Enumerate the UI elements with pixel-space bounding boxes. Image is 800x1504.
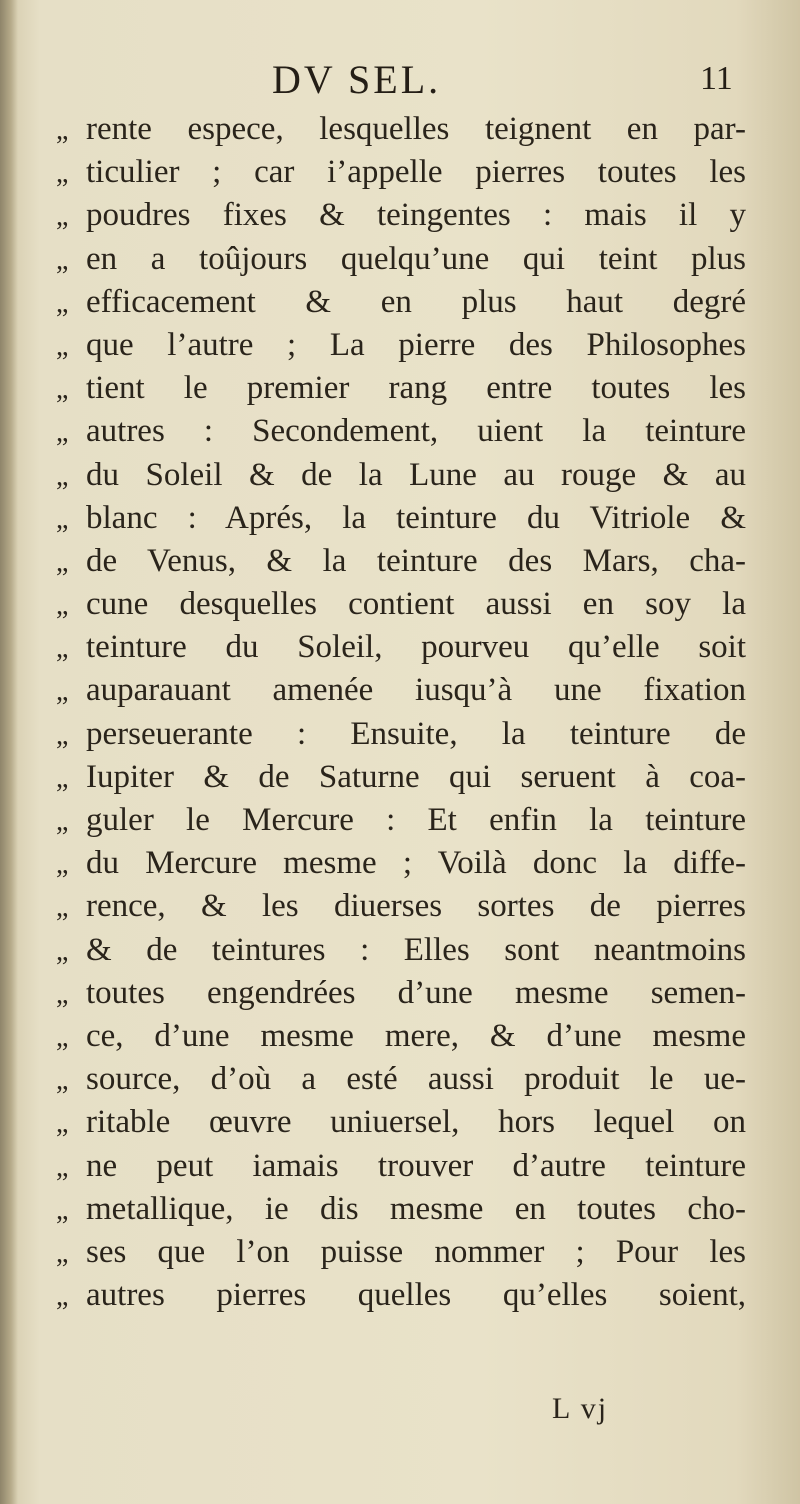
line-text: rence, & les diuerses sortes de pierres	[86, 888, 746, 925]
quotation-mark: „	[56, 762, 69, 794]
line-text: autres : Secondement, uient la teinture	[86, 413, 746, 450]
line-text: ce, d’une mesme mere, & d’une mesme	[86, 1017, 746, 1054]
text-line	[56, 626, 746, 669]
quotation-mark: „	[56, 590, 69, 622]
text-line	[56, 929, 746, 972]
line-text: ritable œuvre uniuersel, hors lequel on	[86, 1104, 746, 1141]
text-line	[56, 238, 746, 281]
text-line	[56, 281, 746, 324]
quotation-mark: „	[56, 287, 69, 319]
quotation-mark: „	[56, 417, 69, 449]
line-text: ses que l’on puisse nommer ; Pour les	[86, 1233, 746, 1270]
quotation-mark: „	[56, 806, 69, 837]
line-text: guler le Mercure : Et enfin la teinture	[86, 802, 746, 838]
quotation-mark: „	[56, 374, 69, 406]
text-line	[56, 108, 746, 151]
text-line	[56, 454, 746, 497]
text-line	[56, 1274, 746, 1317]
text-line	[56, 885, 746, 928]
quotation-mark: „	[56, 1021, 69, 1053]
text-line	[56, 1058, 746, 1101]
quotation-mark: „	[56, 1281, 69, 1313]
text-line	[56, 540, 746, 583]
page-header	[0, 56, 800, 104]
text-line	[56, 972, 746, 1015]
line-text: autres pierres quelles qu’elles soient,	[86, 1277, 746, 1314]
quotation-mark: „	[56, 719, 69, 751]
text-line	[56, 1145, 746, 1188]
body-text	[56, 108, 746, 1317]
line-text: poudres fixes & teingentes : mais il y	[86, 197, 746, 234]
text-line	[56, 151, 746, 194]
quotation-mark: „	[56, 633, 69, 665]
text-line	[56, 799, 746, 842]
line-text: ne peut iamais trouver d’autre teinture	[86, 1147, 746, 1184]
line-text: perseuerante : Ensuite, la teinture de	[86, 715, 746, 752]
text-line	[56, 669, 746, 712]
text-line	[56, 324, 746, 367]
quotation-mark: „	[56, 935, 69, 967]
text-line	[56, 497, 746, 540]
line-text: de Venus, & la teinture des Mars, cha-	[86, 542, 746, 579]
text-line	[56, 410, 746, 453]
line-text: du Soleil & de la Lune au rouge & au	[86, 456, 746, 493]
text-line	[56, 842, 746, 885]
quotation-mark: „	[56, 1194, 69, 1226]
quotation-mark: „	[56, 201, 69, 233]
text-line	[56, 583, 746, 626]
line-text: teinture du Soleil, pourveu qu’elle soit	[86, 629, 746, 666]
line-text: toutes engendrées d’une mesme semen-	[86, 974, 746, 1011]
quotation-mark: „	[56, 330, 69, 362]
quotation-mark: „	[56, 1108, 69, 1140]
line-text: metallique, ie dis mesme en toutes cho-	[86, 1190, 746, 1227]
text-line	[56, 1188, 746, 1231]
quotation-mark: „	[56, 676, 69, 708]
page-gutter	[0, 0, 18, 1504]
line-text: source, d’où a esté aussi produit le ue-	[86, 1061, 746, 1098]
text-line	[56, 713, 746, 756]
quotation-mark: „	[56, 503, 69, 535]
text-line	[56, 756, 746, 799]
quotation-mark: „	[56, 892, 69, 924]
line-text: tient le premier rang entre toutes les	[86, 370, 746, 407]
line-text: & de teintures : Elles sont neantmoins	[86, 931, 746, 968]
line-text: rente espece, lesquelles teignent en par-	[86, 111, 746, 147]
quotation-mark: „	[56, 115, 69, 146]
quotation-mark: „	[56, 849, 69, 881]
quotation-mark: „	[56, 1151, 69, 1183]
line-text: efficacement & en plus haut degré	[86, 283, 746, 320]
line-text: du Mercure mesme ; Voilà donc la diffe-	[86, 845, 746, 882]
text-line	[56, 1015, 746, 1058]
line-text: que l’autre ; La pierre des Philosophes	[86, 326, 746, 363]
quotation-mark: „	[56, 978, 69, 1010]
quotation-mark: „	[56, 1065, 69, 1097]
line-text: cune desquelles contient aussi en soy la	[86, 586, 746, 623]
quotation-mark: „	[56, 1237, 69, 1269]
line-text: en a toûjours quelqu’une qui teint plus	[86, 240, 746, 277]
running-title: DV SEL.	[272, 57, 442, 102]
text-line	[56, 1101, 746, 1144]
text-line	[56, 367, 746, 410]
quotation-mark: „	[56, 546, 69, 578]
quotation-mark: „	[56, 460, 69, 492]
line-text: auparauant amenée iusqu’à une fixation	[86, 672, 746, 709]
line-text: blanc : Aprés, la teinture du Vitriole &	[86, 499, 746, 536]
text-line	[56, 1231, 746, 1274]
quotation-mark: „	[56, 158, 69, 190]
page-number: 11	[700, 60, 733, 97]
quotation-mark: „	[56, 244, 69, 276]
line-text: ticulier ; car i’appelle pierres toutes les	[86, 154, 746, 191]
text-line	[56, 194, 746, 237]
line-text: Iupiter & de Saturne qui seruent à coa-	[86, 758, 746, 795]
signature-mark: L vj	[552, 1392, 609, 1425]
